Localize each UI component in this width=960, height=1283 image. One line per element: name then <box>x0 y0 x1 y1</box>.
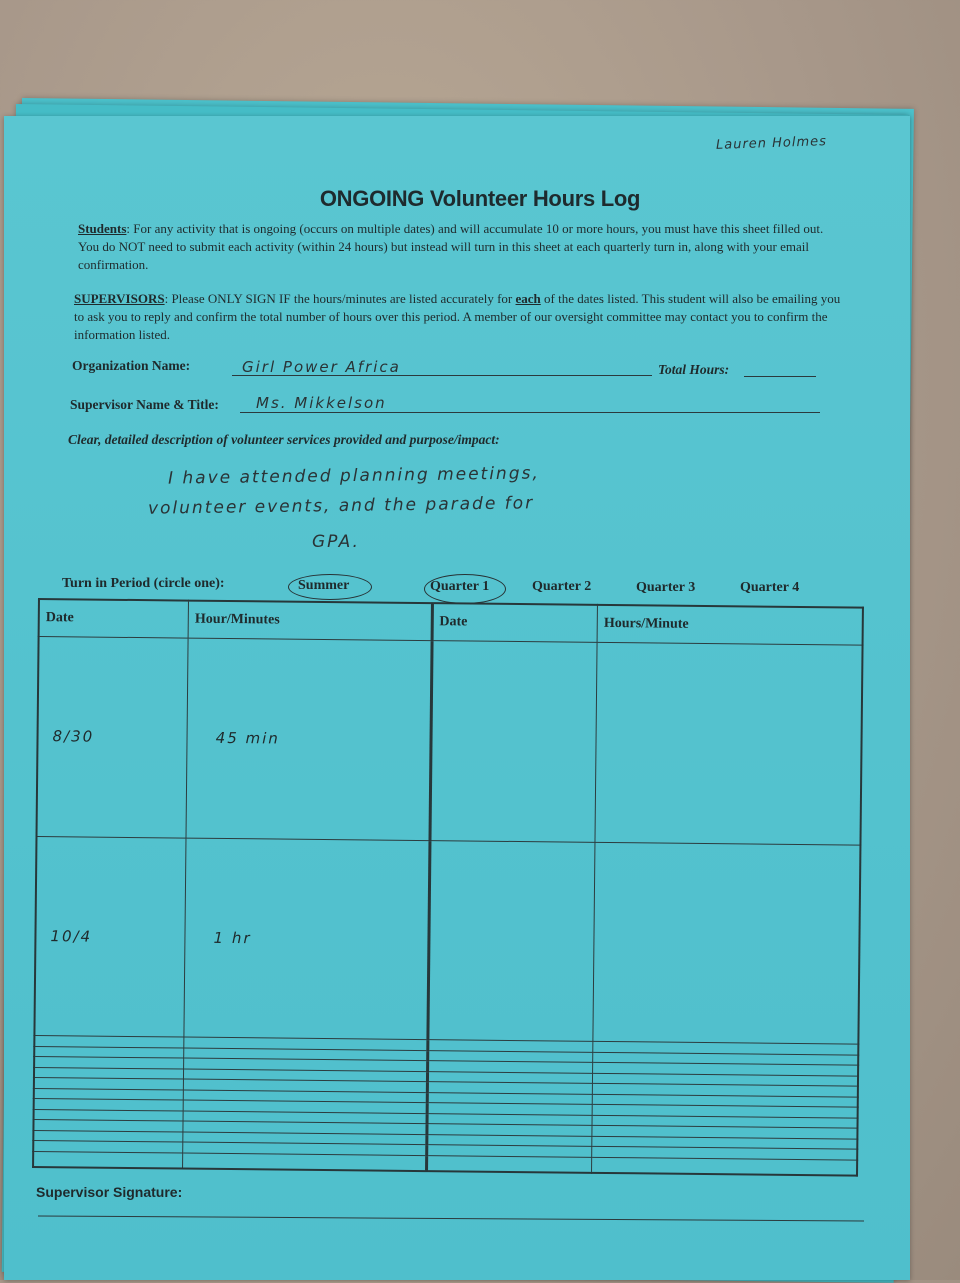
period-summer[interactable]: Summer <box>298 578 350 593</box>
date-right-cell[interactable] <box>426 1155 592 1173</box>
students-instructions <box>78 220 840 274</box>
supervisor-name-field[interactable]: Ms. Mikkelson <box>256 394 387 412</box>
supervisor-signature-label: Supervisor Signature: <box>36 1184 183 1200</box>
organization-name-field[interactable]: Girl Power Africa <box>242 358 401 376</box>
hours-left-cell[interactable]: 45 min <box>186 638 432 840</box>
supervisors-text-1: : Please ONLY SIGN IF the hours/minutes are listed accurately for <box>164 291 516 306</box>
date-right-cell[interactable] <box>430 641 598 842</box>
quarter-1-circle-mark <box>424 574 506 604</box>
page-title: ONGOING Volunteer Hours Log <box>319 186 641 211</box>
description-label: Clear, detailed description of volunteer services provided and purpose/impact: <box>68 432 500 447</box>
hours-log-table <box>32 598 864 1177</box>
date-left-cell[interactable]: 8/30 <box>37 637 189 838</box>
description-line-1[interactable]: I have attended planning meetings, <box>167 463 540 489</box>
date-right-cell[interactable] <box>427 840 595 1041</box>
student-name-handwritten: Lauren Holmes <box>715 134 828 153</box>
header-hours-left: Hour/Minutes <box>188 601 432 641</box>
hours-right-cell[interactable] <box>593 842 860 1044</box>
date-left-cell[interactable]: 10/4 <box>34 836 186 1037</box>
date-left-cell[interactable] <box>33 1151 183 1168</box>
students-label: Students <box>78 221 127 236</box>
header-date-left: Date <box>39 599 189 638</box>
period-quarter-1[interactable]: Quarter 1 <box>430 579 490 594</box>
supervisor-name-line <box>240 412 820 413</box>
description-line-2[interactable]: volunteer events, and the parade for <box>147 493 535 519</box>
hours-left-cell[interactable] <box>183 1153 427 1171</box>
summer-circle-mark <box>288 574 372 600</box>
table-row <box>37 637 863 845</box>
students-text: : For any activity that is ongoing (occurs on multiple dates) and will accumulate 10 or more hours, you must have this sheet filled out. You do NOT need to submit each activity (within 24 hours) but instead will turn in this sheet at each quarterly turn in, along with your email confirmation. <box>78 221 824 272</box>
supervisors-instructions <box>74 290 842 344</box>
organization-name-label: Organization Name: <box>72 358 191 373</box>
period-quarter-3[interactable]: Quarter 3 <box>636 580 696 595</box>
supervisor-name-label: Supervisor Name & Title: <box>70 397 219 412</box>
supervisors-each: each <box>515 291 541 306</box>
hours-right-cell[interactable] <box>595 642 862 844</box>
hours-log-body <box>33 637 863 1176</box>
hours-left-cell[interactable]: 1 hr <box>184 838 430 1040</box>
total-hours-line <box>744 376 816 377</box>
supervisors-text-2: of the dates listed. This student will also be emailing you to ask you to reply and confirm the total number of hours over this period. A member of our oversight committee may contact you to confirm the information listed. <box>74 291 841 342</box>
header-date-right: Date <box>432 603 598 642</box>
period-quarter-2[interactable]: Quarter 2 <box>532 579 592 594</box>
period-quarter-4[interactable]: Quarter 4 <box>740 580 800 595</box>
total-hours-label: Total Hours: <box>658 362 730 377</box>
turn-in-period-label: Turn in Period (circle one): <box>62 576 225 591</box>
table-row <box>34 836 860 1044</box>
description-line-3[interactable]: GPA. <box>312 532 360 552</box>
hours-right-cell[interactable] <box>592 1157 858 1176</box>
header-hours-right: Hours/Minute <box>597 605 863 645</box>
supervisors-label: SUPERVISORS <box>74 291 165 306</box>
